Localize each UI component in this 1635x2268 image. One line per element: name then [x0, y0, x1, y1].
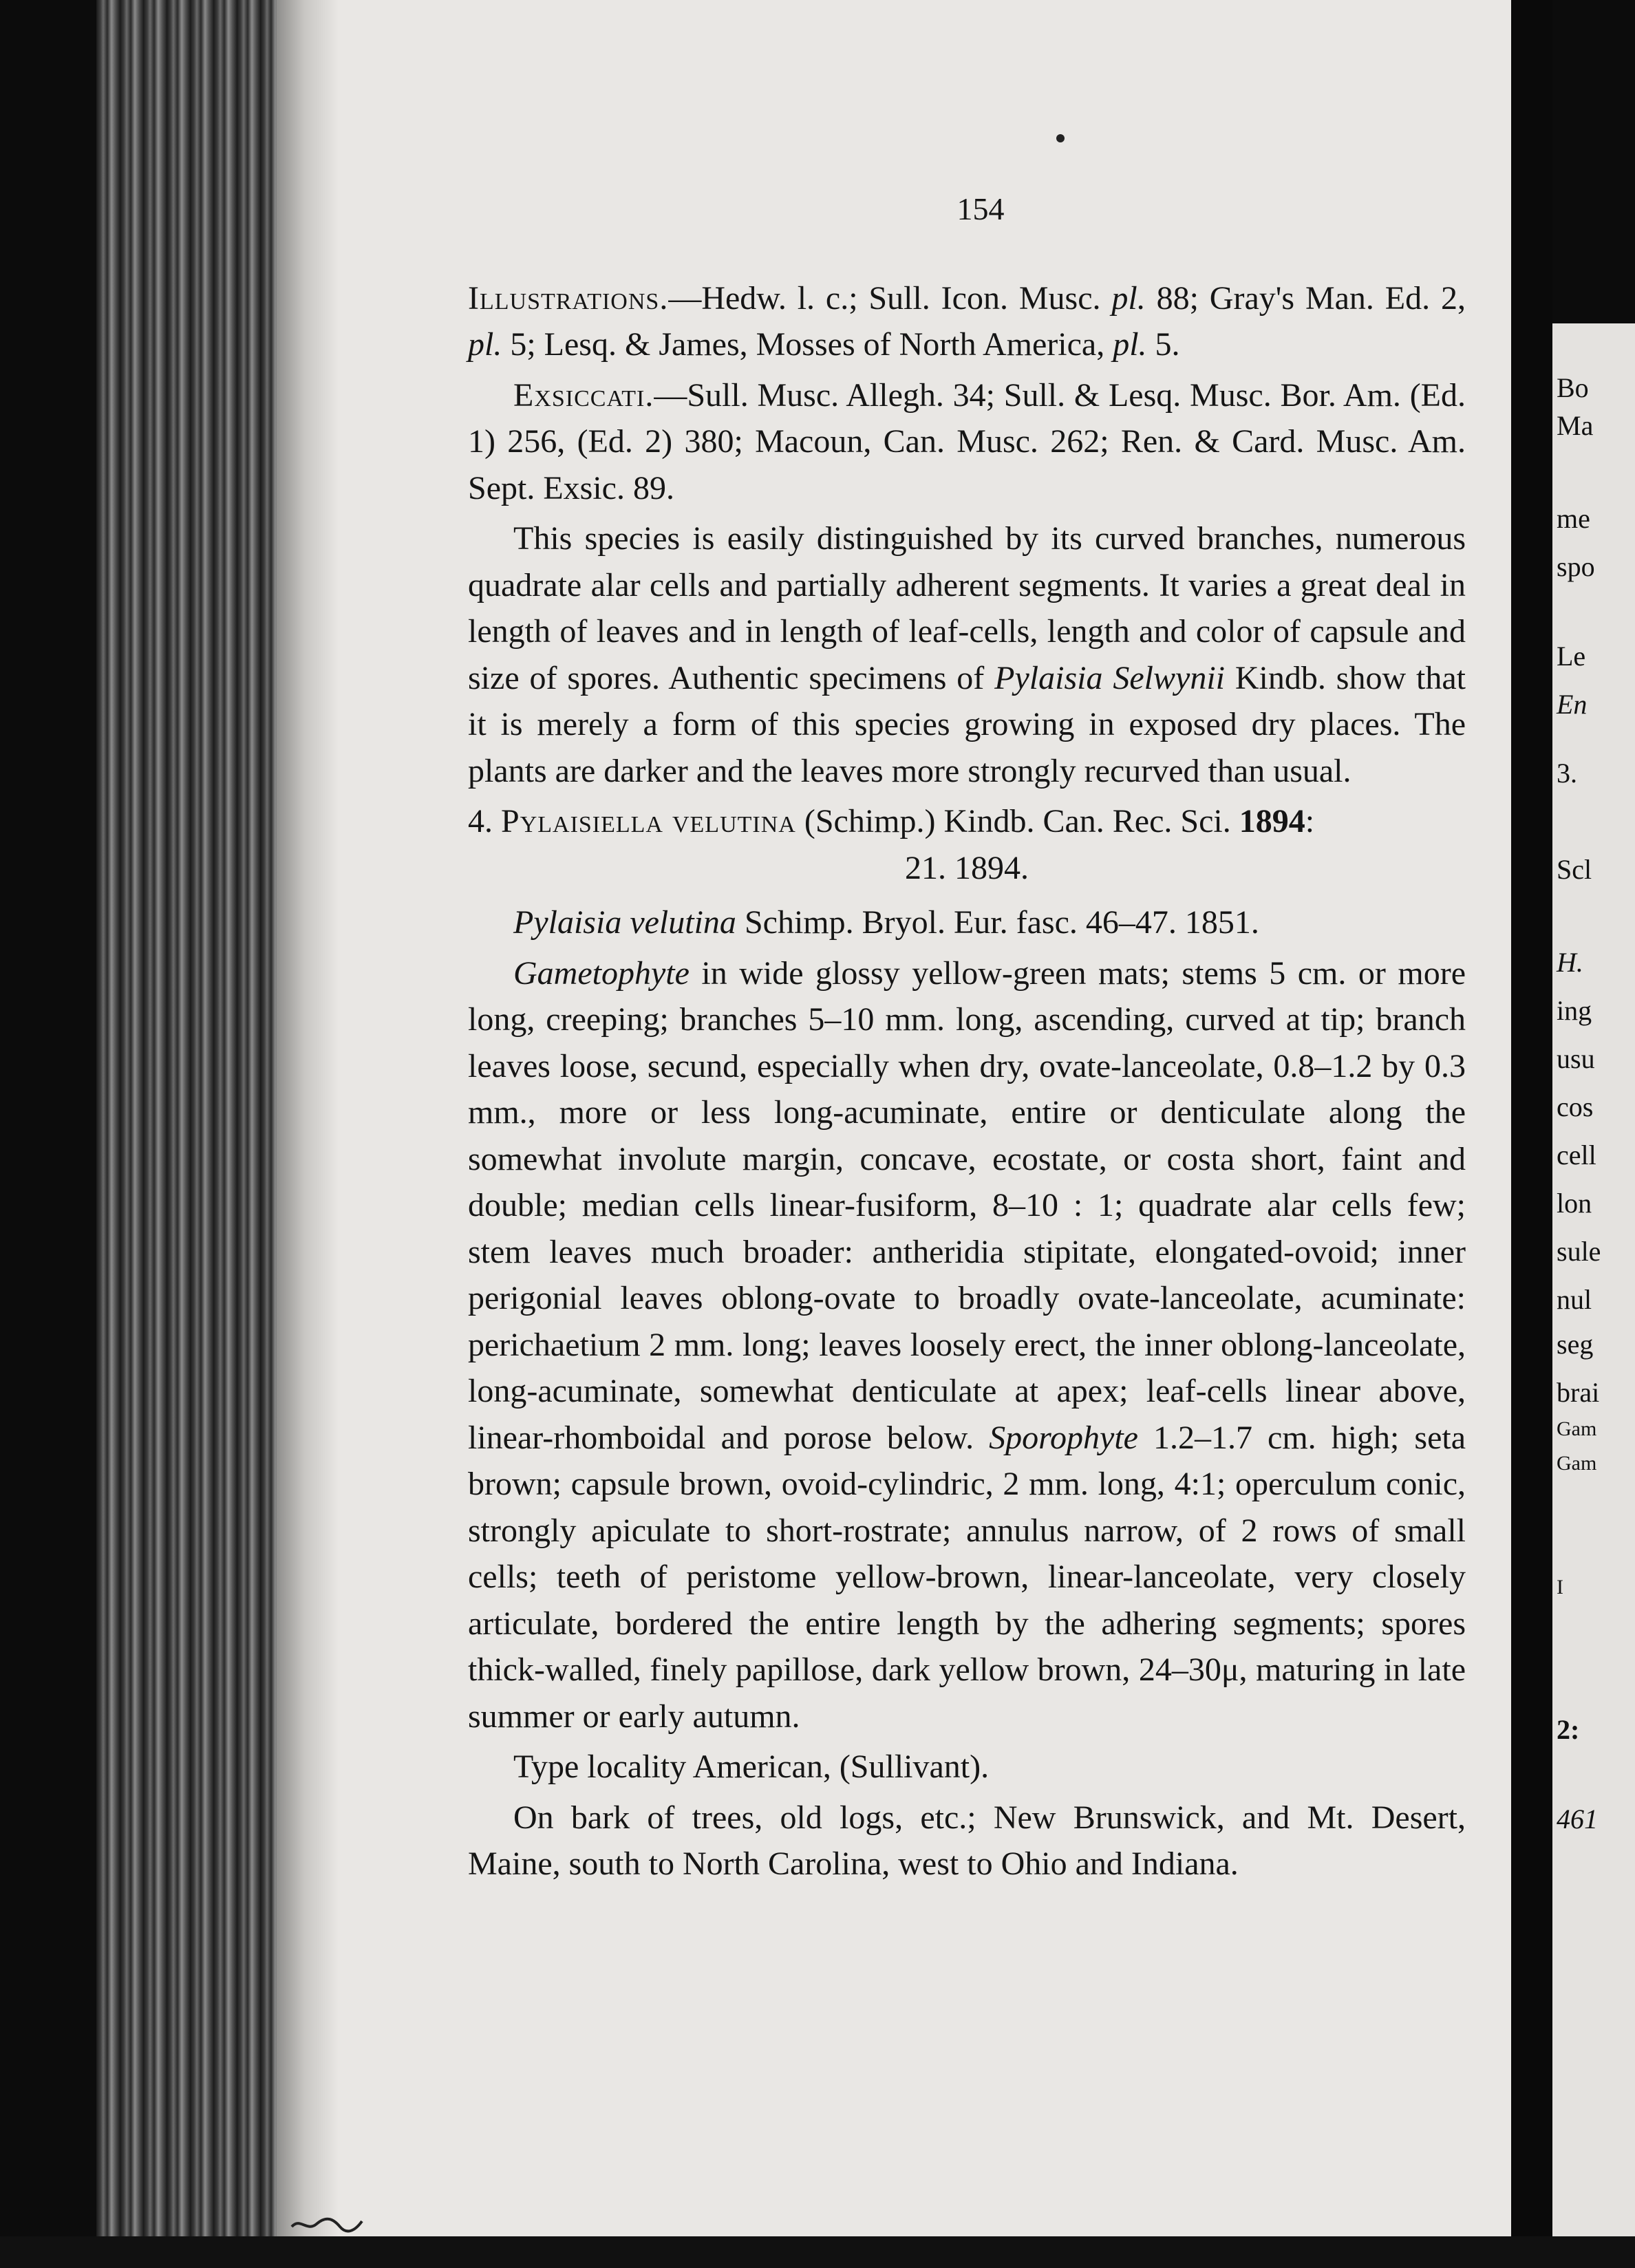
- illustrations-text-2: 88; Gray's Man. Ed. 2,: [1145, 279, 1466, 317]
- ink-speck: [1056, 134, 1065, 142]
- facing-fragment: seg: [1557, 1329, 1594, 1360]
- illustrations-label: Illustrations.: [468, 279, 669, 317]
- exsiccati-text: —Sull. Musc. Allegh. 34; Sull. & Lesq. Musc. Bor. Am. (Ed. 1) 256, (Ed. 2) 380; Macoun, Can. Musc. 262; Ren. & Card. Musc. Am. Sept. Exsic. 89.: [468, 376, 1466, 506]
- facing-fragment: spo: [1557, 551, 1595, 582]
- remarks-text-2: Kindb. show that it is merely a form of this species growing in exposed dry places. The plants are darker and the leaves more strongly recurved than usual.: [468, 659, 1466, 789]
- species-colon: :: [1305, 803, 1315, 839]
- distribution-paragraph: On bark of trees, old logs, etc.; New Brunswick, and Mt. Desert, Maine, south to North Carolina, west to Ohio and Indiana.: [468, 1799, 1466, 1882]
- synonym-citation: Schimp. Bryol. Eur. fasc. 46–47. 1851.: [736, 904, 1259, 941]
- species-year: 1894: [1239, 803, 1305, 839]
- remarks-italic-name: Pylaisia Selwynii: [994, 659, 1225, 696]
- facing-fragment: I: [1557, 1576, 1563, 1598]
- sporophyte-text: 1.2–1.7 cm. high; seta brown; capsule brown, ovoid-cylindric, 2 mm. long, 4:1; operculum conic, strongly apiculate to short-rostrate; annulus narrow, of 2 rows of small cells; teeth of peristome yellow-brown, linear-lanceolate, very closely articulate, bordered the entire length by the adhering segments; spores thick-walled, finely papillose, dark yellow brown, 24–30μ, maturing in late summer or early autumn.: [468, 1419, 1466, 1735]
- synonym-name: Pylaisia velutina: [513, 904, 736, 941]
- facing-fragment: ing: [1557, 995, 1592, 1026]
- facing-fragment: H.: [1557, 947, 1583, 978]
- facing-fragment: 3.: [1557, 758, 1577, 789]
- illustrations-text-4: 5.: [1146, 326, 1180, 363]
- scan-squiggle-mark: [289, 2214, 365, 2234]
- gametophyte-text: in wide glossy yellow-green mats; stems 5 cm. or more long, creeping; branches 5–10 mm. long, ascending, curved at tip; branch leaves loose, secund, especially when dry, ovate-lanceolate, 0.8–1.2 by 0.3 mm., more or less long-acuminate, entire or denticulate along the somewhat involute margin, concave, ecostate, or costa short, faint and double; median cells linear-fusiform, 8–10 : 1; quadrate alar cells few; stem leaves much broader: antheridia stipitate, elongated-ovoid; inner perigonial leaves oblong-ovate to broadly ovate-lanceolate, acuminate: perichaetium 2 mm. long; leaves loosely erect, the inner oblong-lanceolate, long-acuminate, somewhat denticulate at apex; leaf-cells linear above, linear-rhomboidal and porose below.: [468, 954, 1466, 1456]
- illustrations-plate-3: pl.: [1113, 326, 1147, 363]
- remarks-text-1: This species is easily distinguished by its curved branches, numerous quadrate alar cells and partially adherent segments. It varies a great deal in length of leaves and in length of leaf-cells, length and color of capsule and size of spores. Authentic specimens of: [468, 520, 1466, 696]
- sporophyte-label: Sporophyte: [989, 1419, 1138, 1456]
- species-heading-line-2: 21. 1894.: [905, 849, 1029, 886]
- page-gap: [1511, 0, 1552, 2268]
- illustrations-text-1: —Hedw. l. c.; Sull. Icon. Musc.: [668, 279, 1112, 317]
- species-authority: (Schimp.) Kindb. Can. Rec. Sci.: [795, 803, 1239, 839]
- facing-fragment: cos: [1557, 1091, 1594, 1122]
- gutter-shadow: [277, 0, 339, 2236]
- species-number: 4.: [468, 803, 493, 839]
- exsiccati-paragraph: [468, 372, 1466, 512]
- facing-fragment: Scl: [1557, 854, 1592, 885]
- facing-fragment: brai: [1557, 1377, 1600, 1408]
- remarks-paragraph: [468, 515, 1466, 794]
- facing-fragment: Le: [1557, 641, 1586, 672]
- facing-fragment: me: [1557, 503, 1590, 534]
- facing-fragment: En: [1557, 689, 1588, 720]
- scan-bottom-edge: [0, 2236, 1635, 2268]
- facing-fragment: sule: [1557, 1236, 1601, 1267]
- type-locality-paragraph: Type locality American, (Sullivant).: [513, 1748, 990, 1785]
- facing-fragment: Bo: [1557, 372, 1589, 403]
- facing-fragment: Ma: [1557, 410, 1594, 441]
- facing-fragment: nul: [1557, 1284, 1592, 1315]
- synonym-paragraph: [468, 899, 1466, 946]
- species-name: Pylaisiella velutina: [501, 803, 796, 839]
- description-paragraph: [468, 950, 1466, 1740]
- species-heading: [468, 798, 1466, 891]
- illustrations-paragraph: [468, 275, 1466, 368]
- facing-fragment: 461: [1557, 1804, 1598, 1834]
- page-text: [468, 186, 1466, 1892]
- facing-fragment: cell: [1557, 1140, 1596, 1170]
- facing-fragment: lon: [1557, 1188, 1592, 1219]
- facing-fragment: usu: [1557, 1043, 1595, 1074]
- book-binding: [96, 0, 277, 2236]
- facing-fragment: Gam: [1557, 1452, 1597, 1475]
- exsiccati-label: Exsiccati.: [513, 376, 654, 414]
- illustrations-text-3: 5; Lesq. & James, Mosses of North America,: [502, 326, 1113, 363]
- gametophyte-label: Gametophyte: [513, 954, 690, 992]
- illustrations-plate-1: pl.: [1111, 279, 1146, 317]
- facing-page-edge: [1552, 323, 1635, 2250]
- illustrations-plate-2: pl.: [468, 326, 502, 363]
- facing-fragment: Gam: [1557, 1418, 1597, 1440]
- page-number: 154: [957, 191, 1005, 226]
- facing-fragment: 2:: [1557, 1714, 1580, 1745]
